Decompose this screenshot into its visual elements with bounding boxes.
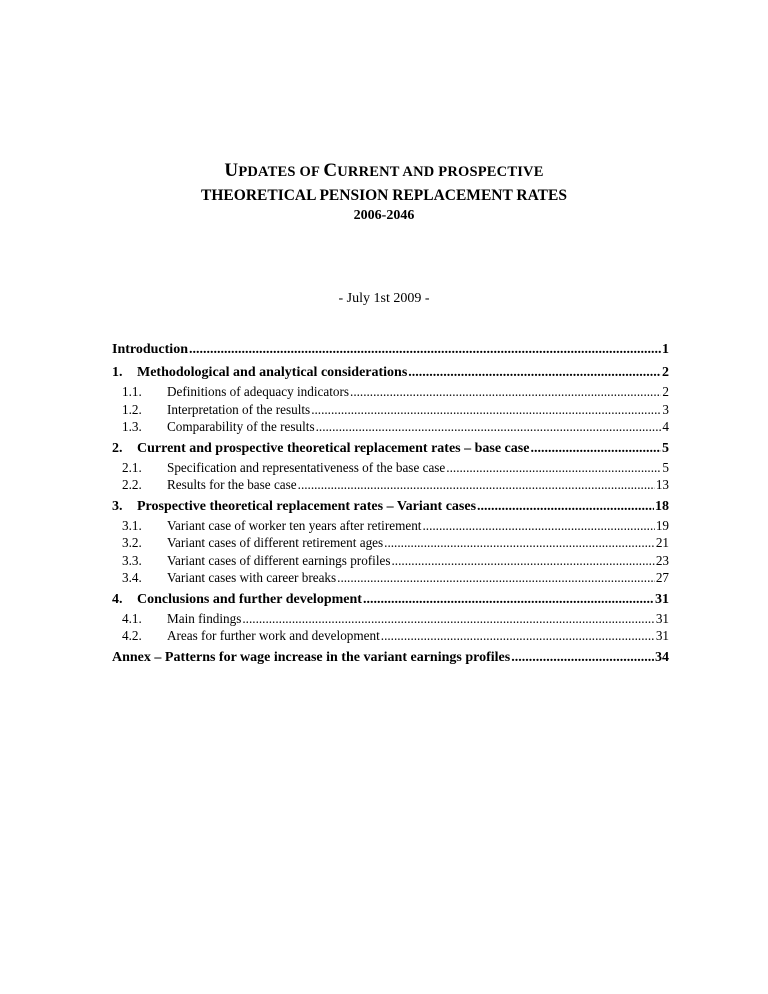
toc-dot-leader — [408, 363, 661, 383]
toc-entry-title: Definitions of adequacy indicators — [167, 384, 350, 399]
toc-dot-leader — [477, 497, 654, 517]
toc-subsection-entry[interactable] — [112, 459, 669, 477]
toc-entry-title: Methodological and analytical considerations — [137, 365, 408, 380]
toc-section-entry[interactable] — [112, 497, 669, 517]
toc-entry-number: 4.2. — [122, 628, 142, 643]
toc-entry-title: Interpretation of the results — [167, 401, 311, 417]
toc-page-number: 4 — [662, 419, 669, 434]
toc-entry-title: Conclusions and further development — [137, 591, 362, 607]
toc-entry-title: Results for the base case — [167, 477, 297, 492]
toc-dot-leader — [242, 610, 654, 628]
toc-dot-leader — [311, 401, 661, 419]
toc-section-entry[interactable] — [112, 340, 669, 360]
toc-page-number: 5 — [662, 440, 669, 456]
toc-entry-number: 2.2. — [122, 477, 142, 492]
toc-page-number: 34 — [655, 649, 669, 665]
toc-subsection-entry[interactable] — [112, 517, 669, 535]
toc-section-entry[interactable] — [112, 363, 669, 383]
toc-page-number: 2 — [662, 365, 669, 380]
toc-entry-number: 1. — [112, 365, 123, 380]
toc-page-number: 1 — [662, 342, 669, 357]
toc-entry-number: 3. — [112, 498, 123, 514]
toc-subsection-entry[interactable] — [112, 383, 669, 401]
toc-dot-leader — [530, 439, 661, 459]
title-line-1-part: U — [224, 160, 239, 181]
toc-dot-leader — [381, 627, 655, 645]
toc-page-number: 31 — [655, 591, 669, 607]
toc-page-number: 5 — [662, 459, 669, 475]
toc-page-number: 19 — [655, 517, 669, 533]
toc-entry-title: Annex – Patterns for wage increase in the variant earnings profiles — [112, 649, 511, 665]
toc-page-number: 18 — [655, 498, 669, 514]
toc-entry-number: 4. — [112, 591, 123, 607]
toc-entry-title: Variant case of worker ten years after retirement — [167, 517, 422, 533]
document-date: - July 1st 2009 - — [338, 291, 430, 306]
toc-page-number: 31 — [655, 628, 669, 643]
toc-entry-number: 1.3. — [122, 419, 142, 434]
toc-entry-number: 3.1. — [122, 517, 142, 533]
document-title — [0, 160, 768, 225]
toc-entry-title: Main findings — [167, 610, 242, 626]
toc-subsection-entry[interactable] — [112, 534, 669, 552]
toc-entry-number: 1.1. — [122, 384, 142, 399]
toc-dot-leader — [189, 340, 661, 360]
toc-entry-title: Variant cases with career breaks — [167, 570, 337, 585]
title-line-1-part: PDATES OF — [238, 164, 324, 180]
toc-entry-title: Introduction — [112, 342, 188, 357]
toc-subsection-entry[interactable] — [112, 627, 669, 645]
toc-dot-leader — [350, 383, 661, 401]
toc-subsection-entry[interactable] — [112, 610, 669, 628]
toc-entry-number: 4.1. — [122, 610, 142, 626]
toc-entry-number: 3.3. — [122, 552, 142, 568]
toc-dot-leader — [337, 569, 655, 587]
toc-page-number: 31 — [655, 610, 669, 626]
toc-dot-leader — [446, 459, 661, 477]
toc-dot-leader — [392, 552, 655, 570]
toc-subsection-entry[interactable] — [112, 552, 669, 570]
toc-dot-leader — [298, 476, 655, 494]
toc-entry-number: 3.4. — [122, 570, 142, 585]
toc-section-entry[interactable] — [112, 439, 669, 459]
table-of-contents — [112, 337, 669, 668]
toc-page-number: 2 — [662, 384, 669, 399]
toc-entry-title: Current and prospective theoretical replacement rates – base case — [137, 440, 530, 456]
toc-dot-leader — [422, 517, 654, 535]
title-years: 2006-2046 — [353, 208, 415, 223]
toc-entry-number: 2.1. — [122, 459, 142, 475]
toc-subsection-entry[interactable] — [112, 418, 669, 436]
toc-entry-title: Variant cases of different retirement ages — [167, 535, 384, 550]
toc-entry-title: Comparability of the results — [167, 419, 315, 434]
toc-entry-number: 2. — [112, 440, 123, 456]
toc-entry-title: Prospective theoretical replacement rates – Variant cases — [137, 498, 477, 514]
title-line-1 — [0, 160, 768, 183]
toc-entry-number: 3.2. — [122, 535, 142, 550]
toc-dot-leader — [363, 590, 654, 610]
toc-dot-leader — [511, 648, 654, 668]
toc-entry-number: 1.2. — [122, 401, 142, 417]
toc-section-entry[interactable] — [112, 648, 669, 668]
toc-section-entry[interactable] — [112, 590, 669, 610]
title-line-1-part: C — [323, 160, 338, 181]
toc-page-number: 21 — [655, 535, 669, 550]
toc-entry-title: Areas for further work and development — [167, 628, 380, 643]
title-line-1-part: URRENT AND PROSPECTIVE — [337, 164, 544, 180]
toc-page-number: 27 — [655, 570, 669, 585]
toc-page-number: 13 — [655, 477, 669, 492]
toc-page-number: 23 — [655, 552, 669, 568]
toc-subsection-entry[interactable] — [112, 476, 669, 494]
toc-entry-title: Variant cases of different earnings profiles — [167, 552, 391, 568]
toc-subsection-entry[interactable] — [112, 569, 669, 587]
toc-dot-leader — [384, 534, 655, 552]
toc-dot-leader — [316, 418, 662, 436]
toc-subsection-entry[interactable] — [112, 401, 669, 419]
title-line-2: THEORETICAL PENSION REPLACEMENT RATES — [201, 187, 567, 204]
toc-entry-title: Specification and representativeness of the base case — [167, 459, 446, 475]
toc-page-number: 3 — [662, 401, 669, 417]
